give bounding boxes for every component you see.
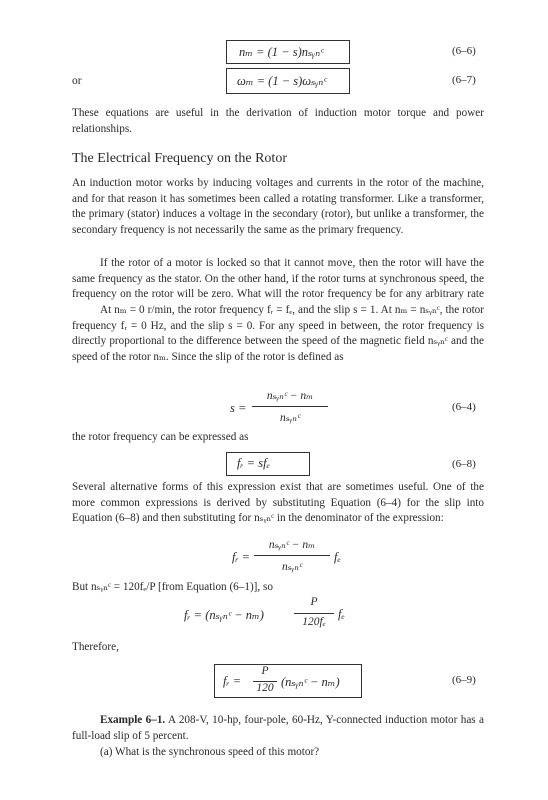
example-text: A 208-V, 10-hp, four-pole, 60-Hz, Y-connected induction motor has a full-load slip of 5 percent. xyxy=(72,714,484,742)
equation-6-6: nₘ = (1 − s)nₛᵧₙᶜ xyxy=(239,45,324,59)
paragraph-6: But nₛᵧₙᶜ = 120fₑ/P [from Equation (6–1)], so xyxy=(72,581,273,593)
expand-rhs: fₑ xyxy=(338,607,345,621)
paragraph-intro: These equations are useful in the derivation of induction motor torque and power relationships. xyxy=(72,107,484,135)
equation-number: (6–7) xyxy=(452,74,476,86)
paragraph-4: the rotor frequency can be expressed as xyxy=(72,431,249,443)
paragraph-1: An induction motor works by inducing voltages and currents in the rotor of the machine, and for that reason it has sometimes been called a rotating transformer. Like a transformer, the primary (stator) induces a voltage in the secondary (rotor), but unlike a transformer, the secondary frequency is not necessarily the same as the primary frequency. xyxy=(72,177,484,236)
equation-box-6-7 xyxy=(226,68,350,94)
fraction-bar xyxy=(254,555,330,556)
expand-denominator: 120fₑ xyxy=(302,616,326,628)
slip-lhs: s = xyxy=(230,401,247,415)
equation-6-7: ωₘ = (1 − s)ωₛᵧₙᶜ xyxy=(237,74,327,88)
sub-rhs: fₑ xyxy=(334,550,341,564)
sub-lhs: fᵣ = xyxy=(232,550,251,564)
final-numerator: P xyxy=(261,665,269,677)
slip-numerator: nₛᵧₙᶜ − nₘ xyxy=(266,390,314,402)
equation-box-6-8 xyxy=(226,452,310,476)
equation-box-6-9 xyxy=(214,664,362,698)
sub-denominator: nₛᵧₙᶜ xyxy=(282,561,302,573)
slip-denominator: nₛᵧₙᶜ xyxy=(280,412,300,424)
expand-lhs: fᵣ = (nₛᵧₙᶜ − nₘ) xyxy=(184,608,264,622)
equation-number: (6–8) xyxy=(452,458,476,470)
sub-numerator: nₛᵧₙᶜ − nₘ xyxy=(268,539,316,551)
or-label: or xyxy=(72,75,82,87)
section-title: The Electrical Frequency on the Rotor xyxy=(72,151,287,166)
final-denominator: 120 xyxy=(256,682,274,694)
example-paragraph xyxy=(72,713,484,744)
equation-number: (6–6) xyxy=(452,45,476,57)
equation-6-8: fᵣ = sfₑ xyxy=(237,456,270,470)
fraction-bar xyxy=(294,613,334,614)
paragraph-5: Several alternative forms of this expression exist that are sometimes useful. One of the more common expressions is derived by substituting Equation (6–4) for the slip into Equation (6–8) and then substituting for nₛᵧₙᶜ in the denominator of the expression: xyxy=(72,481,484,525)
final-lhs: fᵣ = xyxy=(223,674,242,688)
expand-numerator: P xyxy=(310,596,318,608)
equation-number: (6–4) xyxy=(452,401,476,413)
paragraph-7: Therefore, xyxy=(72,641,119,653)
fraction-bar xyxy=(252,406,328,407)
equation-number: (6–9) xyxy=(452,674,476,686)
paragraph-2: If the rotor of a motor is locked so that it cannot move, then the rotor will have the same frequency as the stator. On the other hand, if the rotor turns at synchronous speed, the frequency on the rotor will be zero. What will the rotor frequency be for any arbitrary rate xyxy=(72,257,484,301)
equation-box-6-6 xyxy=(226,40,350,64)
final-rhs: (nₛᵧₙᶜ − nₘ) xyxy=(281,675,340,689)
question-a: (a) What is the synchronous speed of this motor? xyxy=(100,746,320,758)
example-label: Example 6–1. xyxy=(100,714,166,726)
paragraph-3: At nₘ = 0 r/min, the rotor frequency fᵣ = fₑ, and the slip s = 1. At nₘ = nₛᵧₙᶜ, the rotor frequency fᵣ = 0 Hz, and the slip s = 0. For any speed in between, the rotor frequency is directly proportional to the difference between the speed of the magnetic field nₛᵧₙᶜ and the speed of the rotor nₘ. Since the slip of the rotor is defined as xyxy=(72,304,484,363)
